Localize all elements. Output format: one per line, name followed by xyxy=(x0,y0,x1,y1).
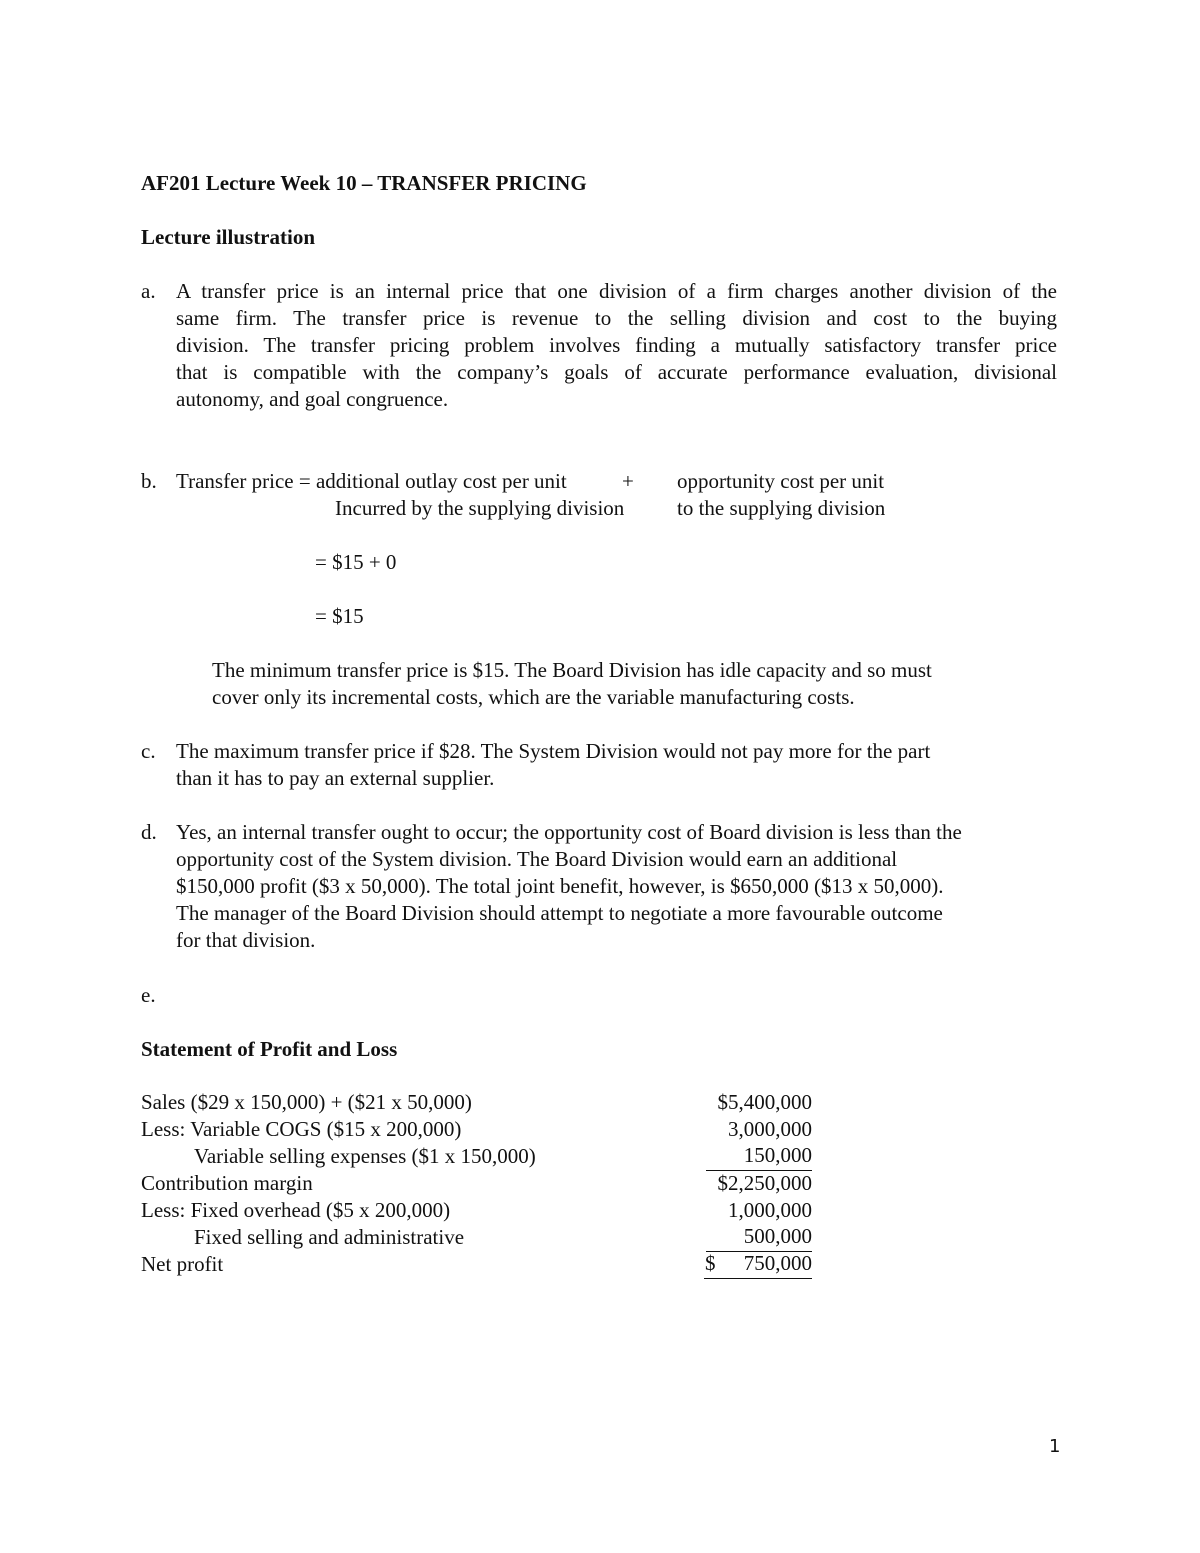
row-fixed-overhead-amount: 1,000,000 xyxy=(728,1198,812,1222)
row-variable-selling-underline xyxy=(706,1143,812,1171)
row-sales-amount: $5,400,000 xyxy=(717,1090,812,1114)
item-d-line: Yes, an internal transfer ought to occur; the opportunity cost of Board division is less than the xyxy=(176,820,962,844)
formula-step-1: = $15 + 0 xyxy=(315,550,397,574)
item-a-label: a. xyxy=(141,279,156,303)
row-net-profit-amount: 750,000 xyxy=(743,1251,812,1275)
formula-step-2: = $15 xyxy=(315,604,364,628)
formula-plus: + xyxy=(622,469,634,493)
page-number: 1 xyxy=(1049,1436,1061,1457)
item-d-paragraph xyxy=(176,819,962,954)
item-a-line: autonomy, and goal congruence. xyxy=(176,387,449,411)
row-variable-selling-label: Variable selling expenses ($1 x 150,000) xyxy=(194,1144,536,1168)
row-fixed-selling-underline xyxy=(706,1224,812,1252)
formula-rhs: opportunity cost per unit xyxy=(677,469,885,493)
item-c-line: The maximum transfer price if $28. The System Division would not pay more for the part xyxy=(176,739,931,763)
row-contribution-amount: $2,250,000 xyxy=(717,1171,812,1195)
item-a-line: A transfer price is an internal price that one division of a firm charges another division of the xyxy=(176,279,1057,303)
row-contribution-label: Contribution margin xyxy=(141,1171,313,1195)
row-fixed-selling-amount: 500,000 xyxy=(743,1224,812,1248)
net-profit-currency: $ xyxy=(705,1251,716,1275)
row-fixed-overhead-label: Less: Fixed overhead ($5 x 200,000) xyxy=(141,1198,451,1222)
formula-sub-lhs: Incurred by the supplying division xyxy=(335,496,625,520)
item-a-line: that is compatible with the company’s goals of accurate performance evaluation, divisional xyxy=(176,360,1057,384)
item-d-line: for that division. xyxy=(176,928,316,952)
item-d-line: $150,000 profit ($3 x 50,000). The total joint benefit, however, is $650,000 ($13 x 50,000). xyxy=(176,874,944,898)
item-c-label: c. xyxy=(141,739,156,763)
item-a-line: division. The transfer pricing problem involves finding a mutually satisfactory transfer price xyxy=(176,333,1057,357)
item-b-explanation xyxy=(212,657,932,711)
item-b-label: b. xyxy=(141,469,157,493)
item-a-line: same firm. The transfer price is revenue to the selling division and cost to the buying xyxy=(176,306,1057,330)
row-net-profit-underline xyxy=(704,1251,812,1279)
page-title: AF201 Lecture Week 10 – TRANSFER PRICING xyxy=(141,171,587,195)
item-a-paragraph xyxy=(176,278,1057,413)
row-variable-selling-amount: 150,000 xyxy=(743,1143,812,1167)
row-variable-cogs-amount: 3,000,000 xyxy=(728,1117,812,1141)
formula-sub-rhs: to the supplying division xyxy=(677,496,886,520)
item-d-line: The manager of the Board Division should attempt to negotiate a more favourable outcome xyxy=(176,901,943,925)
row-variable-cogs-label: Less: Variable COGS ($15 x 200,000) xyxy=(141,1117,462,1141)
item-e-label: e. xyxy=(141,983,156,1007)
item-d-label: d. xyxy=(141,820,157,844)
item-c-line: than it has to pay an external supplier. xyxy=(176,766,495,790)
item-b-line: The minimum transfer price is $15. The Board Division has idle capacity and so must xyxy=(212,658,932,682)
formula-lhs: Transfer price = additional outlay cost per unit xyxy=(176,469,567,493)
section-subtitle: Lecture illustration xyxy=(141,225,316,249)
statement-heading: Statement of Profit and Loss xyxy=(141,1037,398,1061)
item-c-paragraph xyxy=(176,738,930,792)
item-b-line: cover only its incremental costs, which are the variable manufacturing costs. xyxy=(212,685,855,709)
item-d-line: opportunity cost of the System division. The Board Division would earn an additional xyxy=(176,847,898,871)
row-fixed-selling-label: Fixed selling and administrative xyxy=(194,1225,465,1249)
row-net-profit-label: Net profit xyxy=(141,1252,224,1276)
row-sales-label: Sales ($29 x 150,000) + ($21 x 50,000) xyxy=(141,1090,472,1114)
